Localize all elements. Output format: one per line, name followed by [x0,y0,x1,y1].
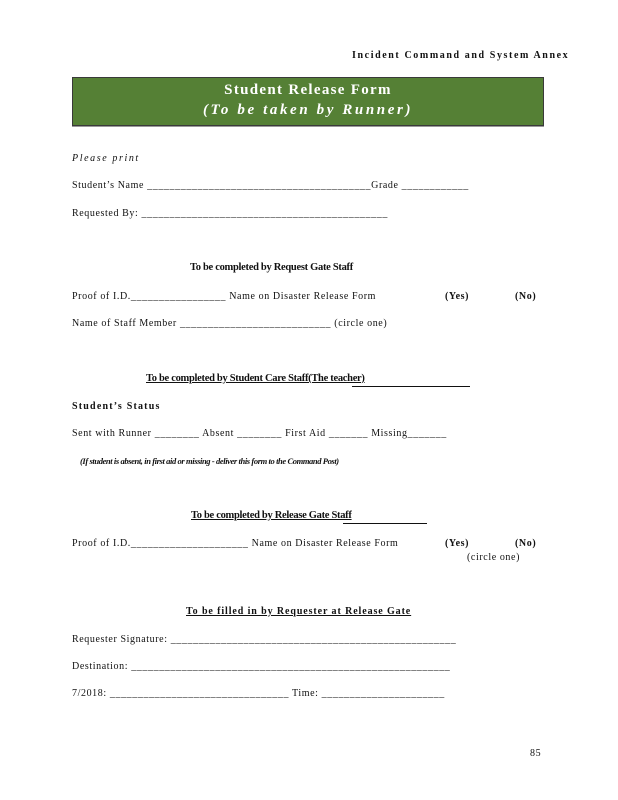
student-name-label: Student’s Name [72,180,145,191]
requested-by-label: Requested By: [72,208,139,219]
staff-member-field[interactable]: ___________________________ [179,318,332,329]
destination-row [72,661,450,672]
release-yes-option[interactable]: (Yes) [445,538,470,549]
circle-one-note: (circle one) [334,318,388,329]
destination-label: Destination: [72,661,129,672]
first-aid-label: First Aid [285,428,326,439]
request-gate-heading: To be completed by Request Gate Staff [190,262,353,273]
staff-member-row [72,318,387,329]
request-disaster-label: Name on Disaster Release Form [229,291,377,302]
date-label: 7/2018: [72,688,107,699]
sent-with-runner-field[interactable]: ________ [154,428,200,439]
student-name-field[interactable]: ________________________________________ [147,180,372,191]
request-no-option[interactable]: (No) [515,291,537,302]
form-title: Student Release Form [224,82,392,98]
release-proof-label: Proof of I.D. [72,538,131,549]
missing-label: Missing [371,428,408,439]
absent-instruction-note: (If student is absent, in first aid or missing - deliver this form to the Command Post) [80,456,339,466]
status-options-row [72,428,447,439]
sent-with-runner-label: Sent with Runner [72,428,152,439]
requested-by-field[interactable]: ____________________________________________ [141,208,388,219]
form-title-banner [72,77,544,126]
first-aid-field[interactable]: _______ [328,428,369,439]
release-no-option[interactable]: (No) [515,538,537,549]
release-proof-row [72,538,398,549]
date-field[interactable]: ________________________________ [109,688,290,699]
requested-by-row [72,208,388,219]
request-yes-option[interactable]: (Yes) [445,291,470,302]
student-name-row [72,180,469,191]
staff-member-label: Name of Staff Member [72,318,177,329]
page-number: 85 [530,748,542,759]
absent-label: Absent [202,428,235,439]
missing-field[interactable]: _______ [407,428,447,439]
requester-signature-field[interactable]: ___________________________________________________ [170,634,457,645]
requester-heading: To be filled in by Requester at Release Gate [186,606,412,617]
release-disaster-label: Name on Disaster Release Form [251,538,399,549]
form-subtitle: (To be taken by Runner) [202,102,414,118]
requester-signature-label: Requester Signature: [72,634,168,645]
signature-row [72,634,456,645]
student-status-label: Student’s Status [72,401,161,412]
grade-field[interactable]: ____________ [401,180,469,191]
destination-field[interactable]: _________________________________________________________ [131,661,451,672]
date-time-row [72,688,445,699]
student-care-heading-underline [352,386,470,387]
release-gate-heading-underline [343,523,427,524]
please-print-label: Please print [72,153,140,164]
request-proof-label: Proof of I.D. [72,291,131,302]
time-field[interactable]: ______________________ [321,688,445,699]
annex-header: Incident Command and System Annex [352,50,570,61]
request-proof-row [72,291,376,302]
release-proof-field[interactable]: _____________________ [130,538,249,549]
time-label: Time: [292,688,319,699]
release-gate-heading: To be completed by Release Gate Staff [191,510,352,521]
grade-label: Grade [371,180,399,191]
student-care-heading: To be completed by Student Care Staff(The teacher) [146,373,365,384]
absent-field[interactable]: ________ [237,428,282,439]
request-proof-field[interactable]: _________________ [130,291,227,302]
release-circle-one-note: (circle one) [467,552,521,563]
